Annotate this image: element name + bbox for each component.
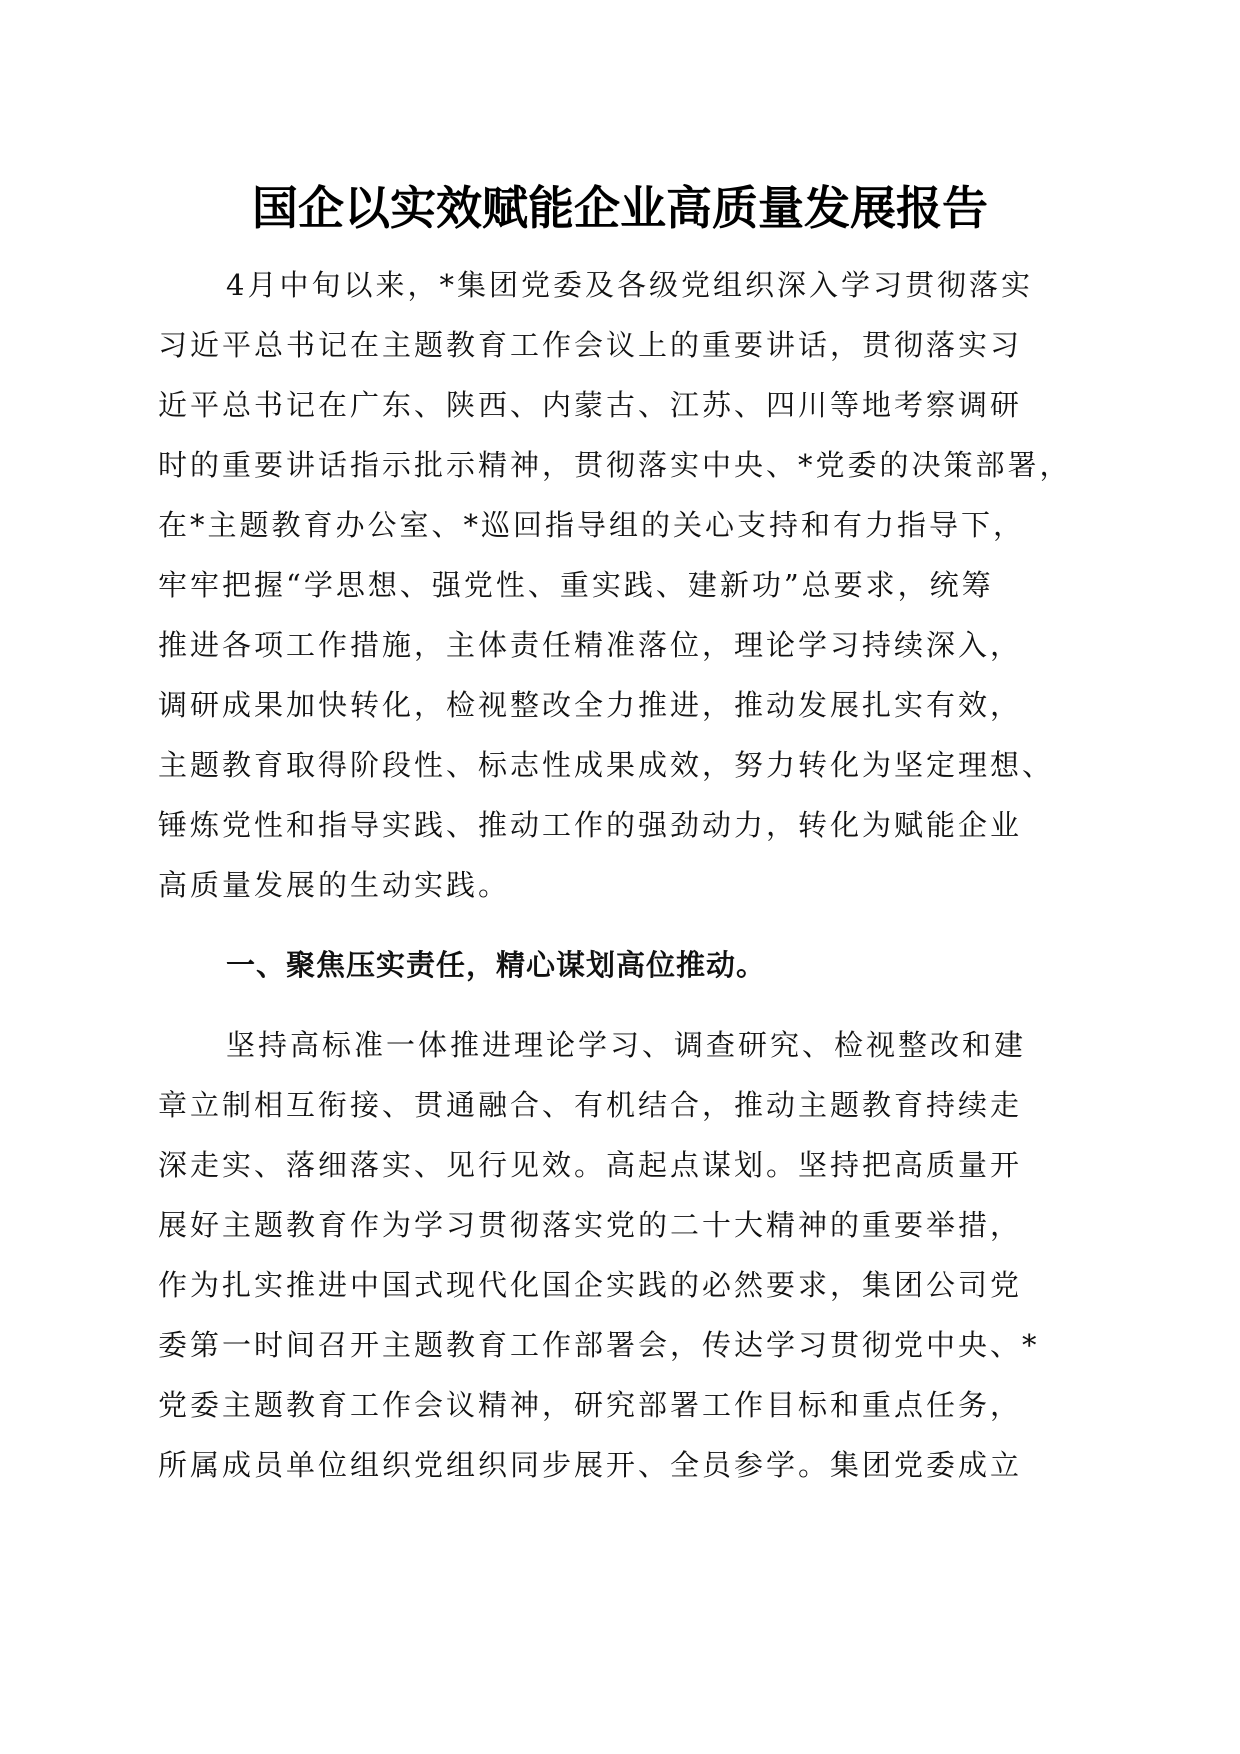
paragraph-1	[158, 255, 1088, 915]
text-line: 调研成果加快转化，检视整改全力推进，推动发展扎实有效，	[158, 688, 1023, 722]
text-line: 推进各项工作措施，主体责任精准落位，理论学习持续深入，	[158, 628, 1023, 662]
text-line: 坚持高标准一体推进理论学习、调查研究、检视整改和建	[226, 1028, 1027, 1062]
document-body	[158, 255, 1088, 1495]
document-title: 国企以实效赋能企业高质量发展报告	[252, 181, 988, 235]
text-line: 牢牢把握“学思想、强党性、重实践、建新功”总要求，统筹	[158, 568, 994, 602]
paragraph-gap	[158, 915, 1088, 935]
text-line: 锤炼党性和指导实践、推动工作的强劲动力，转化为赋能企业	[158, 808, 1023, 842]
section-heading: 一、聚焦压实责任，精心谋划高位推动。	[226, 948, 767, 982]
text-line: 习近平总书记在主题教育工作会议上的重要讲话，贯彻落实习	[158, 328, 1023, 362]
text-line: 时的重要讲话指示批示精神，贯彻落实中央、*党委的决策部署，	[158, 448, 1072, 482]
text-line: 展好主题教育作为学习贯彻落实党的二十大精神的重要举措，	[158, 1208, 1023, 1242]
text-line: 4月中旬以来，*集团党委及各级党组织深入学习贯彻落实	[226, 268, 1033, 302]
text-line: 委第一时间召开主题教育工作部署会，传达学习贯彻党中央、*	[158, 1328, 1040, 1362]
text-line: 作为扎实推进中国式现代化国企实践的必然要求，集团公司党	[158, 1268, 1023, 1302]
text-line: 党委主题教育工作会议精神，研究部署工作目标和重点任务，	[158, 1388, 1023, 1422]
text-line: 主题教育取得阶段性、标志性成果成效，努力转化为坚定理想、	[158, 748, 1055, 782]
paragraph-2	[158, 1015, 1088, 1495]
text-line: 在*主题教育办公室、*巡回指导组的关心支持和有力指导下，	[158, 508, 1026, 542]
text-line: 近平总书记在广东、陕西、内蒙古、江苏、四川等地考察调研	[158, 388, 1023, 422]
text-line: 章立制相互衔接、贯通融合、有机结合，推动主题教育持续走	[158, 1088, 1023, 1122]
text-line: 深走实、落细落实、见行见效。高起点谋划。坚持把高质量开	[158, 1148, 1023, 1182]
text-line: 所属成员单位组织党组织同步展开、全员参学。集团党委成立	[158, 1448, 1023, 1482]
paragraph-gap	[158, 995, 1088, 1015]
text-line: 高质量发展的生动实践。	[158, 868, 511, 902]
